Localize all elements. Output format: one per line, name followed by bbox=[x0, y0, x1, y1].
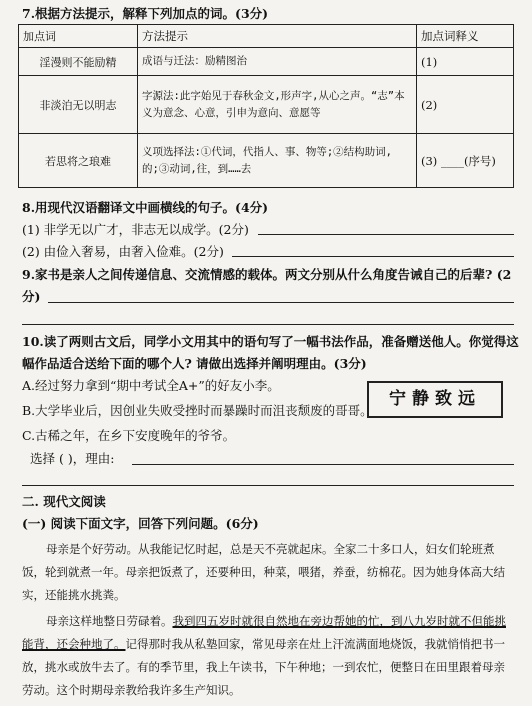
section-subtitle: (一) 阅读下面文字，回答下列问题。(6分) bbox=[22, 516, 259, 531]
q9-question-cont: 分) bbox=[22, 289, 41, 304]
table-row bbox=[19, 76, 514, 134]
q9-answer-line-1[interactable] bbox=[48, 302, 514, 303]
q7-title: 7.根据方法提示，解释下列加点的词。(3分) bbox=[22, 6, 269, 21]
answer-cell[interactable]: (3) ____(序号) bbox=[417, 134, 514, 188]
method-cell: 成语与迁法：励精图治 bbox=[138, 48, 417, 76]
method-cell: 字源法:此字始见于春秋金文,形声字,从心之声。“志”本义为意念、心意，引申为意向、意愿等 bbox=[138, 76, 417, 134]
q8-answer-line-1[interactable] bbox=[258, 234, 514, 235]
q10-option-b: B.大学毕业后，因创业失败受挫时而暴躁时而沮丧颓废的哥哥。 bbox=[22, 403, 373, 418]
table-row bbox=[19, 48, 514, 76]
q10-question-cont: 幅作品适合送给下面的哪个人? 请做出选择并阐明理由。(3分) bbox=[22, 356, 367, 371]
passage-paragraph-2 bbox=[22, 610, 514, 702]
q10-choice-prompt: 选择 ( )，理由: bbox=[30, 451, 115, 466]
q10-answer-line-2[interactable] bbox=[22, 485, 514, 486]
section-title: 二. 现代文阅读 bbox=[22, 494, 106, 509]
q9-question: 9.家书是亲人之间传递信息、交流情感的载体。两文分别从什么角度告诫自己的后辈? (2 bbox=[22, 267, 512, 282]
word-cell: 淫漫则不能励精 bbox=[19, 48, 138, 76]
col-answer-header: 加点词释义 bbox=[417, 25, 514, 48]
answer-cell[interactable]: (1) bbox=[417, 48, 514, 76]
word-cell: 若思将之琅难 bbox=[19, 134, 138, 188]
q8-sentence-1: (1) 非学无以广才，非志无以成学。(2分) bbox=[22, 222, 249, 237]
method-cell: 义项选择法:①代词，代指人、事、物等;②结构助词,的;③动词,往，到……去 bbox=[138, 134, 417, 188]
word-cell: 非淡泊无以明志 bbox=[19, 76, 138, 134]
q8-answer-line-2[interactable] bbox=[232, 256, 514, 257]
q10-question: 10.读了两则古文后，同学小文用其中的语句写了一幅书法作品，准备赠送他人。你觉得这 bbox=[22, 334, 519, 349]
passage-text: 母亲这样地整日劳碌着。 bbox=[46, 614, 173, 628]
q8-title: 8.用现代汉语翻译文中画横线的句子。(4分) bbox=[22, 200, 269, 215]
q7-table-header bbox=[19, 25, 514, 48]
q8-sentence-2: (2) 由俭入奢易，由奢入俭难。(2分) bbox=[22, 244, 224, 259]
passage-paragraph-1: 母亲是个好劳动。从我能记忆时起，总是天不亮就起床。全家二十多口人，妇女们轮班煮饭，轮到就煮一年。母亲把饭煮了，还要种田，种菜，喂猪，养蚕，纺棉花。因为她身体高大结实，还能挑水挑粪。 bbox=[22, 542, 505, 602]
col-method-header: 方法提示 bbox=[138, 25, 417, 48]
col-word-header: 加点词 bbox=[19, 25, 138, 48]
q10-option-c: C.古稀之年，在乡下安度晚年的爷爷。 bbox=[22, 428, 236, 443]
calligraphy-artwork: 宁静致远 bbox=[367, 381, 503, 418]
passage-text: 记得那时我从私塾回家，常见母亲在灶上汗流满面地烧饭，我就悄悄把书一放，挑水或放牛去了。有的季节里，我上午读书，下午种地；一到农忙，便整日在田里跟着母亲劳动。这个时期母亲教给我许多生产知识。 bbox=[22, 637, 505, 697]
q10-option-a: A.经过努力拿到“期中考试全A+”的好友小李。 bbox=[22, 378, 280, 393]
underlined-sentence: 我到四五岁时就很自然地在旁边帮她的忙，到八九岁时就不但能挑能背，还会种地了。 bbox=[22, 614, 506, 651]
q9-answer-line-2[interactable] bbox=[22, 324, 514, 325]
q7-table bbox=[18, 24, 514, 188]
answer-cell[interactable]: (2) bbox=[417, 76, 514, 134]
table-row bbox=[19, 134, 514, 188]
q10-answer-line-1[interactable] bbox=[132, 464, 514, 465]
